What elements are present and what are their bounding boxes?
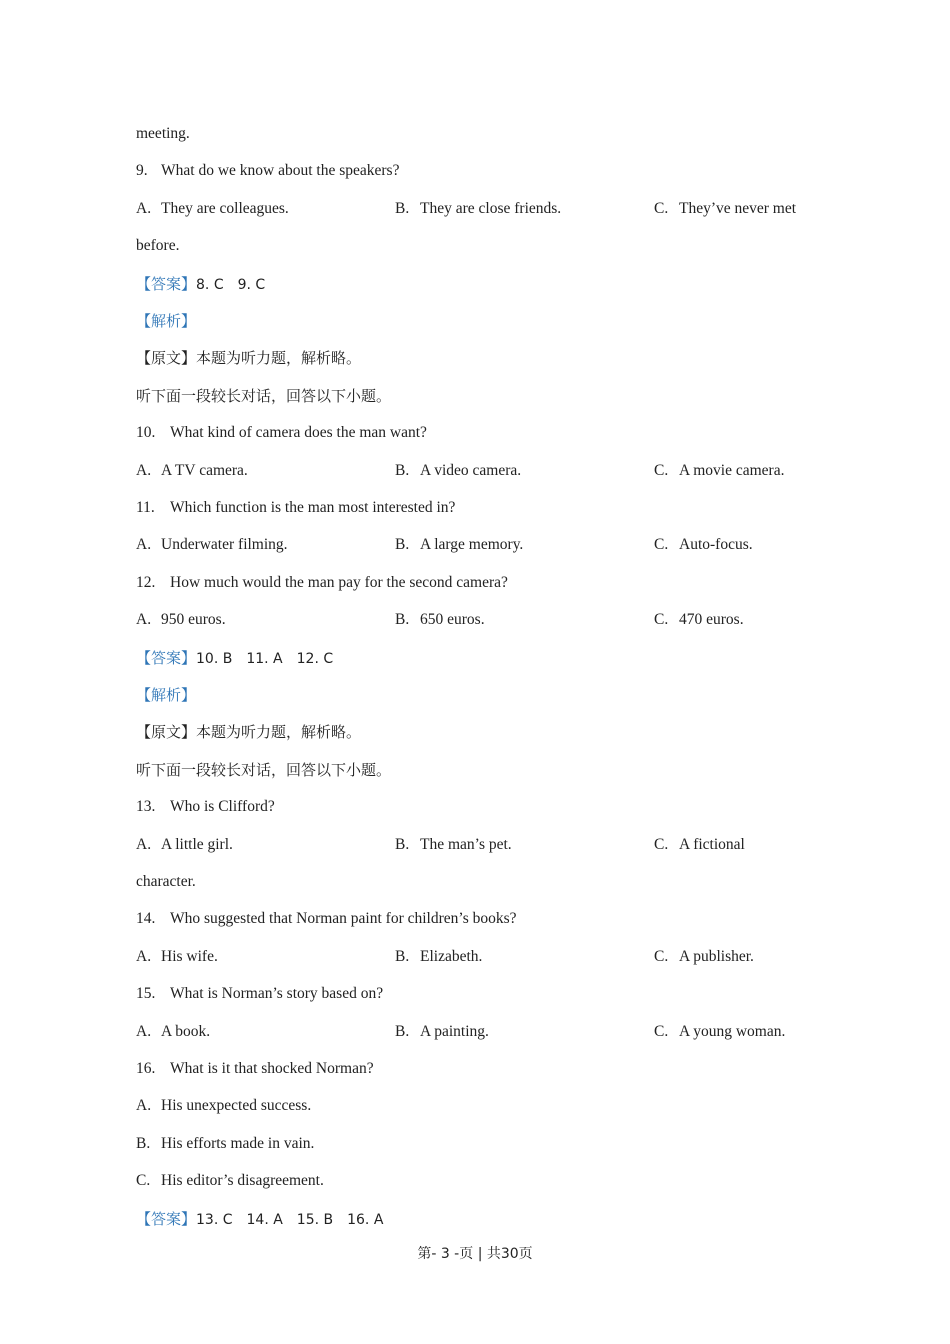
options-line	[136, 1132, 836, 1156]
option-text: A TV camera.	[161, 461, 248, 479]
option-label: B.	[395, 461, 410, 479]
body-text-cn: 听下面一段较长对话，回答以下小题。	[136, 760, 392, 779]
question-line	[136, 421, 836, 445]
question-number: 16.	[136, 1060, 156, 1077]
option-text: A little girl.	[161, 835, 233, 853]
option-label: C.	[654, 1022, 669, 1040]
options-line	[136, 833, 836, 857]
question-number: 14.	[136, 910, 156, 928]
option-label: C.	[654, 947, 669, 965]
question-line	[136, 496, 836, 520]
body-text: character.	[136, 873, 196, 890]
body-text-cn: 【原文】本题为听力题，解析略。	[136, 349, 362, 368]
question-line	[136, 907, 836, 931]
options-line	[136, 1020, 836, 1044]
cn-line	[136, 720, 361, 744]
options-line	[136, 945, 836, 969]
options-line	[136, 1169, 836, 1193]
question-number: 12.	[136, 573, 156, 591]
question-line	[136, 795, 836, 819]
question-text: What do we know about the speakers?	[161, 162, 400, 180]
option-label: C.	[654, 536, 669, 554]
option-label: B.	[395, 835, 410, 853]
option-label: B.	[395, 947, 410, 965]
answer-text: 13. C 14. A 15. B 16. A	[196, 1211, 384, 1228]
answer-line	[136, 1207, 383, 1231]
cn-line	[136, 758, 391, 782]
question-line	[136, 571, 836, 595]
option-label: A.	[136, 199, 152, 217]
answer-tag: 【答案】	[136, 1209, 197, 1228]
option-text: The man’s pet.	[420, 835, 512, 853]
options-line	[136, 608, 836, 632]
option-text: A video camera.	[420, 461, 522, 479]
option-text: A movie camera.	[679, 461, 785, 479]
question-line	[136, 982, 836, 1006]
question-text: How much would the man pay for the second camera?	[170, 573, 508, 591]
options-line	[136, 1094, 836, 1118]
question-text: What is Norman’s story based on?	[170, 985, 384, 1003]
option-text: His wife.	[161, 947, 218, 965]
option-label: B.	[395, 611, 410, 629]
option-label: A.	[136, 947, 152, 965]
option-text: A fictional	[679, 835, 745, 853]
option-text: His unexpected success.	[161, 1097, 312, 1115]
body-text: before.	[136, 237, 180, 255]
question-number: 10.	[136, 424, 156, 442]
body-text-cn: 【原文】本题为听力题，解析略。	[136, 723, 362, 742]
option-text: A book.	[161, 1022, 211, 1040]
body-text-cn: 听下面一段较长对话，回答以下小题。	[136, 386, 392, 405]
option-label: A.	[136, 835, 152, 853]
text-line	[136, 234, 179, 258]
question-number: 11.	[136, 499, 155, 516]
option-text: They are close friends.	[420, 199, 562, 217]
option-text: 470 euros.	[679, 611, 744, 629]
option-text: His efforts made in vain.	[161, 1134, 315, 1152]
option-label: A.	[136, 1022, 152, 1040]
answer-text: 10. B 11. A 12. C	[196, 650, 334, 667]
answer-tag: 【答案】	[136, 274, 197, 293]
option-text: Elizabeth.	[420, 947, 483, 965]
text-line	[136, 122, 190, 146]
options-line	[136, 197, 836, 221]
question-text: Which function is the man most interested in?	[170, 499, 456, 516]
option-label: C.	[654, 461, 669, 479]
option-label: C.	[654, 611, 669, 629]
option-text: A young woman.	[679, 1022, 786, 1040]
analysis-line	[136, 683, 196, 707]
option-text: They are colleagues.	[161, 199, 289, 217]
analysis-tag: 【解析】	[136, 312, 197, 330]
cn-line	[136, 384, 391, 408]
analysis-tag: 【解析】	[136, 686, 197, 704]
option-text: A painting.	[420, 1022, 489, 1040]
question-number: 15.	[136, 985, 156, 1003]
option-text: A publisher.	[679, 947, 754, 965]
option-label: C.	[136, 1172, 151, 1190]
option-label: B.	[395, 536, 410, 554]
answer-line	[136, 646, 333, 670]
option-text: 950 euros.	[161, 611, 226, 629]
option-label: A.	[136, 1097, 152, 1115]
answer-line	[136, 272, 265, 296]
option-label: C.	[654, 199, 669, 217]
option-label: B.	[136, 1134, 151, 1152]
question-text: Who suggested that Norman paint for children’s books?	[170, 910, 517, 928]
option-label: C.	[654, 835, 669, 853]
answer-text: 8. C 9. C	[196, 276, 266, 293]
option-text: A large memory.	[420, 536, 524, 554]
question-number: 13.	[136, 798, 156, 816]
option-label: A.	[136, 461, 152, 479]
option-text: 650 euros.	[420, 611, 485, 629]
answer-tag: 【答案】	[136, 648, 197, 667]
options-line	[136, 533, 836, 557]
question-text: Who is Clifford?	[170, 798, 275, 816]
page-footer: 第- 3 -页 | 共30页	[417, 1246, 533, 1262]
option-label: B.	[395, 199, 410, 217]
option-label: B.	[395, 1022, 410, 1040]
cn-line	[136, 346, 361, 370]
question-text: What kind of camera does the man want?	[170, 424, 427, 442]
question-number: 9.	[136, 162, 148, 180]
option-text: His editor’s disagreement.	[161, 1172, 324, 1190]
analysis-line	[136, 309, 196, 333]
question-text: What is it that shocked Norman?	[170, 1060, 374, 1077]
question-line	[136, 1057, 836, 1081]
body-text: meeting.	[136, 125, 190, 142]
question-line	[136, 159, 836, 183]
text-line	[136, 870, 196, 894]
options-line	[136, 459, 836, 483]
option-label: A.	[136, 536, 152, 554]
option-text: They’ve never met	[679, 199, 797, 217]
option-text: Underwater filming.	[161, 536, 288, 554]
option-text: Auto-focus.	[679, 536, 753, 554]
option-label: A.	[136, 611, 152, 629]
